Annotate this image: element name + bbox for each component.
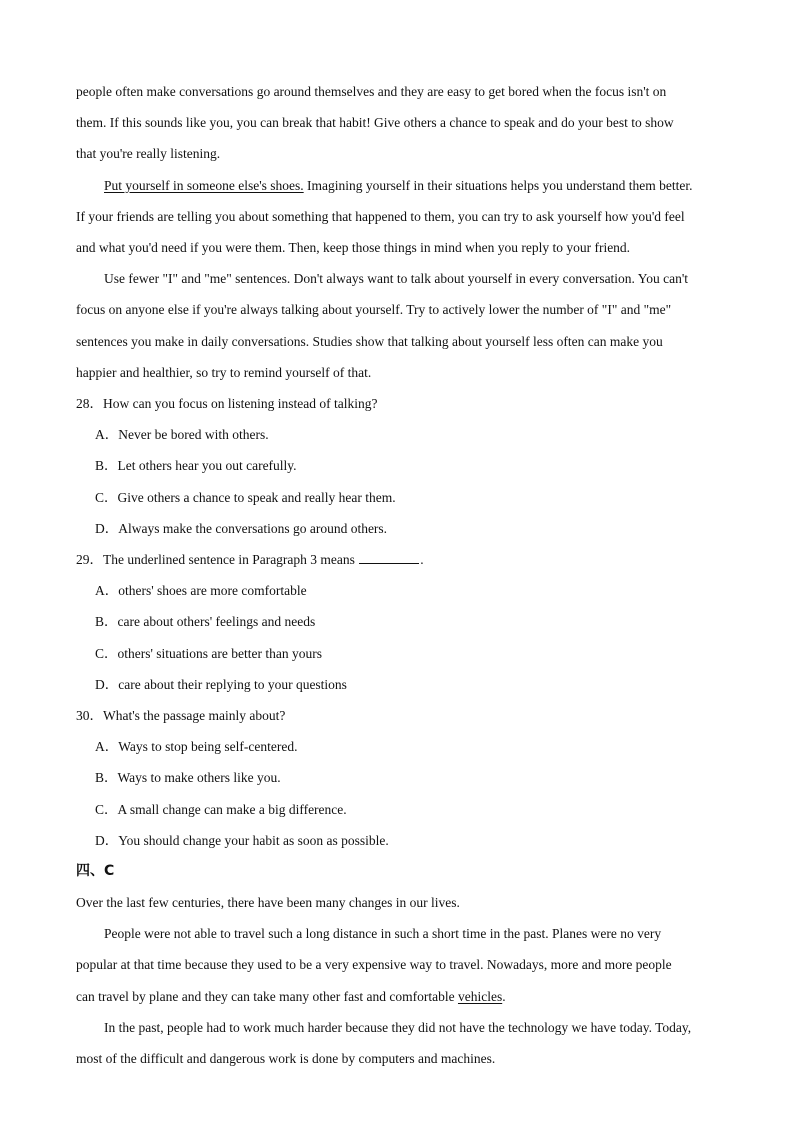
passage-line: Put yourself in someone else's shoes. Imagining yourself in their situations helps you understand them better. <box>104 177 693 193</box>
document-page <box>76 76 746 1074</box>
passage-line: Use fewer "I" and "me" sentences. Don't always want to talk about yourself in every conversation. You can't <box>104 271 689 287</box>
question-29-stem: 29．The underlined sentence in Paragraph 3 means . <box>76 544 746 575</box>
passage-line: and what you'd need if you were them. Then, keep those things in mind when you reply to your friend. <box>76 240 631 256</box>
passage-line: focus on anyone else if you're always talking about yourself. Try to actively lower the number of "I" and "me" <box>76 302 672 318</box>
question-28-option-a: A．Never be bored with others. <box>95 427 269 443</box>
passage-line: People were not able to travel such a long distance in such a short time in the past. Planes were no very <box>104 926 662 942</box>
passage-line: can travel by plane and they can take many other fast and comfortable vehicles. <box>76 988 506 1004</box>
question-29-option-a: A．others' shoes are more comfortable <box>95 583 307 599</box>
section-heading: 四、C <box>76 863 115 880</box>
question-30-option-c: C．A small change can make a big difference. <box>95 801 347 817</box>
passage-line: Over the last few centuries, there have been many changes in our lives. <box>76 895 460 911</box>
question-30-option-b: B．Ways to make others like you. <box>95 770 281 786</box>
passage-line: people often make conversations go around themselves and they are easy to get bored when the focus isn't on <box>76 84 667 99</box>
question-28-option-d: D．Always make the conversations go around others. <box>95 520 388 536</box>
question-29-option-c: C．others' situations are better than yours <box>95 645 323 661</box>
passage-line: that you're really listening. <box>76 146 221 162</box>
passage-line: them. If this sounds like you, you can break that habit! Give others a chance to speak and do your best to show <box>76 115 674 131</box>
question-29-option-d: D．care about their replying to your questions <box>95 676 347 692</box>
underlined-word: vehicles <box>457 988 503 1004</box>
question-28-option-c: C．Give others a chance to speak and really hear them. <box>95 489 396 505</box>
underlined-sentence: Put yourself in someone else's shoes. <box>104 177 304 193</box>
passage-line: happier and healthier, so try to remind yourself of that. <box>76 364 372 380</box>
passage-line: popular at that time because they used to be a very expensive way to travel. Nowadays, more and more people <box>76 957 672 973</box>
question-30-option-a: A．Ways to stop being self-centered. <box>95 739 298 755</box>
question-28-option-b: B．Let others hear you out carefully. <box>95 458 297 474</box>
passage-line: In the past, people had to work much harder because they did not have the technology we have today. Today, <box>104 1019 692 1035</box>
question-28-stem: 28．How can you focus on listening instead of talking? <box>76 396 378 412</box>
answer-blank <box>359 549 419 564</box>
question-30-stem: 30．What's the passage mainly about? <box>76 708 286 724</box>
passage-line: If your friends are telling you about something that happened to them, you can try to ask yourself how you'd feel <box>76 208 685 224</box>
question-30-option-d: D．You should change your habit as soon as possible. <box>95 832 389 848</box>
question-29-option-b: B．care about others' feelings and needs <box>95 614 316 630</box>
passage-line: most of the difficult and dangerous work is done by computers and machines. <box>76 1051 496 1067</box>
passage-line: sentences you make in daily conversations. Studies show that talking about yourself less often can make you <box>76 333 663 349</box>
